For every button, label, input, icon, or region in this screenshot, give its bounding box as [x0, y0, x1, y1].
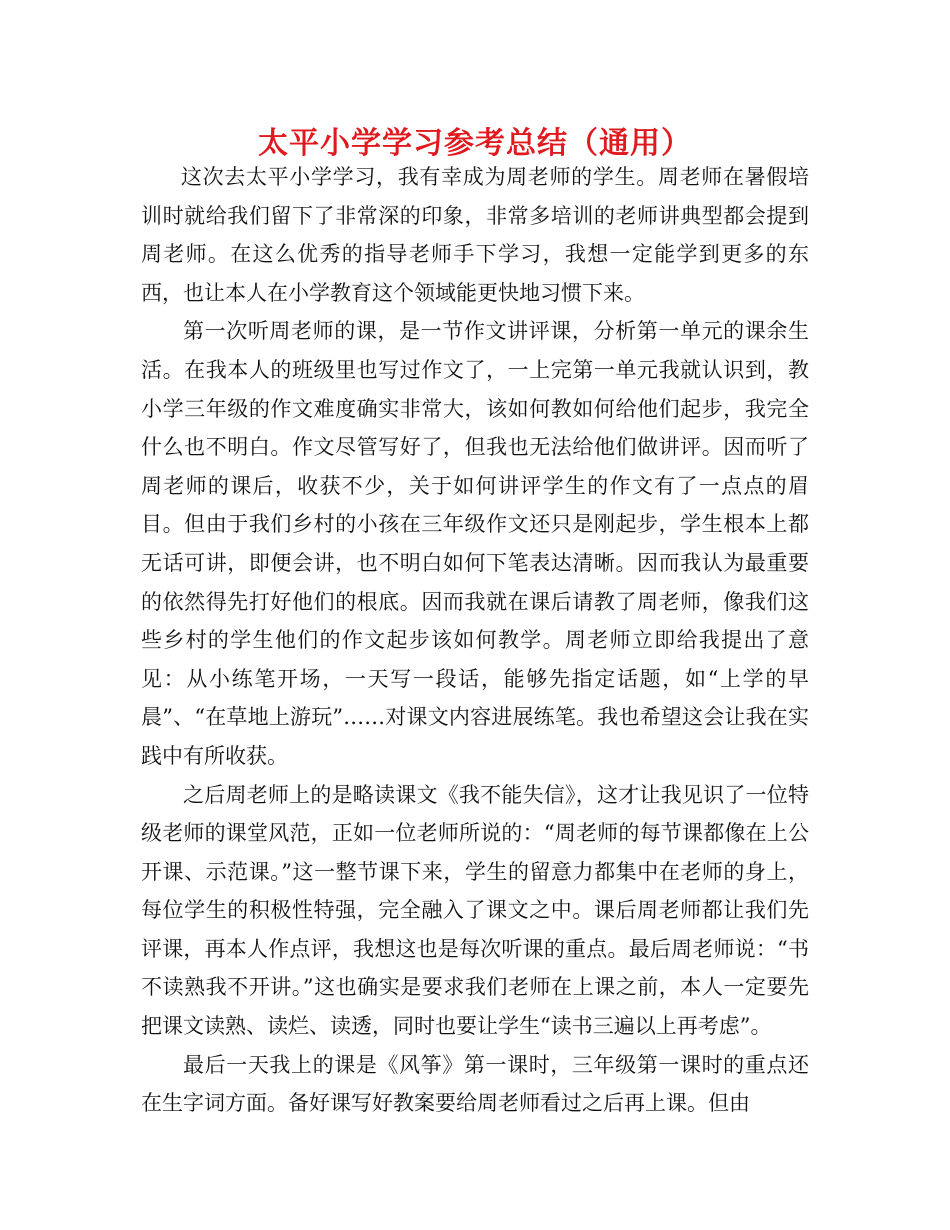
paragraph-4: 最后一天我上的课是《风筝》第一课时，三年级第一课时的重点还在生字词方面。备好课写好教案要给周老师看过之后再上课。但由	[141, 1052, 809, 1116]
paragraph-2: 第一次听周老师的课，是一节作文讲评课，分析第一单元的课余生活。在我本人的班级里也写过作文了，一上完第一单元我就认识到，教小学三年级的作文难度确实非常大，该如何教如何给他们起步，我完全什么也不明白。作文尽管写好了，但我也无法给他们做讲评。因而听了周老师的课后，收获不少，关于如何讲评学生的作文有了一点点的眉目。但由于我们乡村的小孩在三年级作文还只是刚起步，学生根本上都无话可讲，即便会讲，也不明白如何下笔表达清晰。因而我认为最重要的依然得先打好他们的根底。因而我就在课后请教了周老师，像我们这些乡村的学生他们的作文起步该如何教学。周老师立即给我提出了意见：从小练笔开场，一天写一段话，能够先指定话题，如“上学的早晨”、“在草地上游玩”……对课文内容进展练笔。我也希望这会让我在实践中有所收获。	[141, 319, 809, 768]
paragraph-1: 这次去太平小学学习，我有幸成为周老师的学生。周老师在暑假培训时就给我们留下了非常深的印象，非常多培训的老师讲典型都会提到周老师。在这么优秀的指导老师手下学习，我想一定能学到更多的东西，也让本人在小学教育这个领域能更快地习惯下来。	[141, 165, 809, 305]
document-title: 太平小学学习参考总结（通用）	[258, 126, 692, 161]
paragraph-3: 之后周老师上的是略读课文《我不能失信》，这才让我见识了一位特级老师的课堂风范，正如一位老师所说的：“周老师的每节课都像在上公开课、示范课。”这一整节课下来，学生的留意力都集中在老师的身上，每位学生的积极性特强，完全融入了课文之中。课后周老师都让我们先评课，再本人作点评，我想这也是每次听课的重点。最后周老师说：“书不读熟我不开讲。”这也确实是要求我们老师在上课之前，本人一定要先把课文读熟、读烂、读透，同时也要让学生“读书三遍以上再考虑”。	[141, 782, 809, 1039]
document-body	[141, 158, 809, 1123]
